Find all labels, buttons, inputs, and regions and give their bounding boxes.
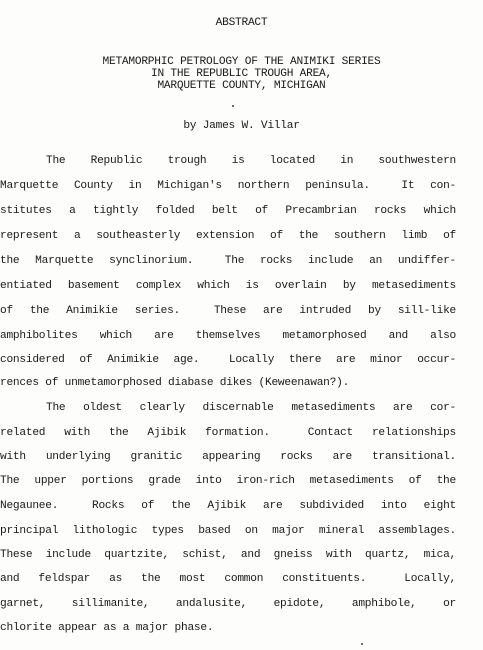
scan-speck: [361, 643, 363, 645]
title-line-2: IN THE REPUBLIC TROUGH AREA,: [151, 68, 332, 80]
paragraph-1-line: Marquette County in Michigan's northern peninsula. It con-: [0, 180, 456, 192]
paragraph-2-line: chlorite appear as a major phase.: [0, 622, 214, 634]
paragraph-2-line: related with the Ajibik formation. Contact relationships: [0, 427, 456, 439]
author-byline: by James W. Villar: [183, 120, 300, 132]
title-line-3: MARQUETTE COUNTY, MICHIGAN: [157, 80, 326, 92]
paragraph-1-line: rences of unmetamorphosed diabase dikes (Keweenawan?).: [0, 377, 350, 389]
paragraph-2-line: and feldspar as the most common constituents. Locally,: [0, 573, 456, 585]
paragraph-2-line: The upper portions grade into iron-rich metasediments of the: [0, 475, 456, 487]
paragraph-1-line: the Marquette synclinorium. The rocks include an undiffer-: [0, 255, 456, 267]
paragraph-1-line: The Republic trough is located in southwestern: [46, 155, 456, 167]
paragraph-1-line: entiated basement complex which is overlain by metasediments: [0, 280, 456, 292]
paragraph-2-line: principal lithologic types based on major mineral assemblages.: [0, 525, 456, 537]
paragraph-1-line: of the Animikie series. These are intruded by sill-like: [0, 305, 456, 317]
paragraph-2-line: garnet, sillimanite, andalusite, epidote, amphibole, or: [0, 598, 456, 610]
abstract-heading: ABSTRACT: [215, 17, 268, 29]
paragraph-1-line: amphibolites which are themselves metamorphosed and also: [0, 330, 456, 342]
title-line-1: METAMORPHIC PETROLOGY OF THE ANIMIKI SERIES: [102, 56, 381, 68]
scan-speck: [232, 105, 234, 107]
paragraph-1-line: considered of Animikie age. Locally there are minor occur-: [0, 354, 456, 366]
paragraph-2-line: These include quartzite, schist, and gneiss with quartz, mica,: [0, 549, 456, 561]
paragraph-1-line: represent a southeasterly extension of the southern limb of: [0, 230, 456, 242]
paragraph-2-line: with underlying granitic appearing rocks are transitional.: [0, 451, 456, 463]
paragraph-1-line: stitutes a tightly folded belt of Precambrian rocks which: [0, 205, 456, 217]
paragraph-2-line: The oldest clearly discernable metasediments are cor-: [46, 402, 456, 414]
paragraph-2-line: Negaunee. Rocks of the Ajibik are subdivided into eight: [0, 500, 456, 512]
